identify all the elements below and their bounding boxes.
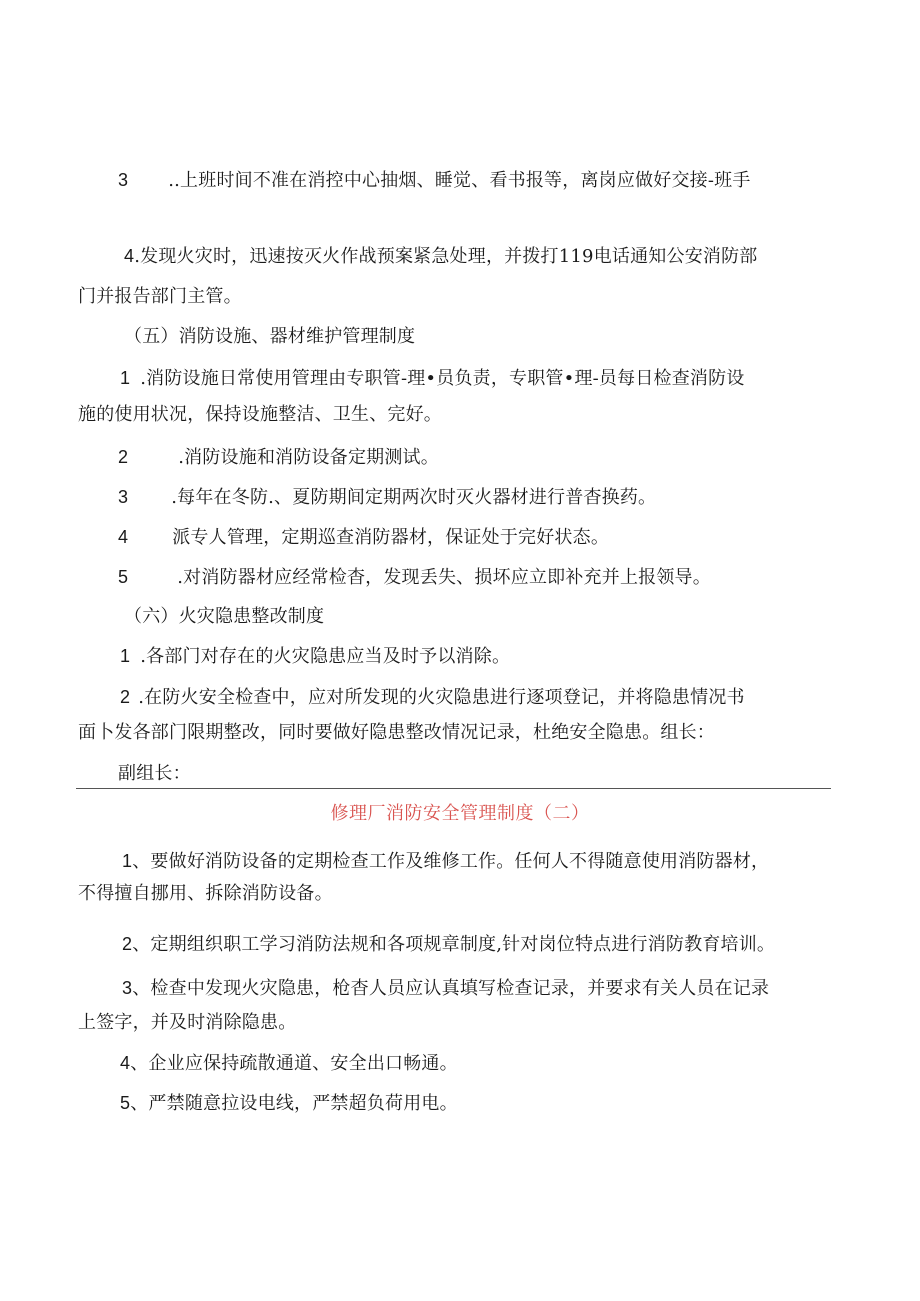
paragraph-item-4-continuation bbox=[78, 286, 242, 308]
paragraph-item-3 bbox=[118, 169, 751, 192]
item-text: 面卜发各部门限期整改，同时要做好隐患整改情况记录，杜绝安全隐患。组长： bbox=[78, 722, 715, 743]
section-divider bbox=[76, 788, 831, 789]
paragraph-item-4 bbox=[124, 245, 758, 268]
item-text: 、检查中发现火灾隐患，枪杳人员应认真填写检查记录，并要求有关人员在记录 bbox=[132, 978, 770, 999]
item-number: 5 bbox=[120, 1093, 131, 1113]
item-text: 施的使用状况，保持设施整洁、卫生、完好。 bbox=[78, 404, 442, 425]
item-number: 3 bbox=[118, 170, 129, 190]
part2-item-3 bbox=[122, 977, 769, 1000]
item-number: 4 bbox=[118, 527, 129, 547]
item-text: .每年在冬防.、夏防期间定期两次时灭火器材进行普杳换药。 bbox=[171, 487, 657, 508]
item-text: 、定期组织职工学习消防法规和各项规章制度,针对岗位特点进行消防教育培训。 bbox=[132, 934, 776, 955]
item-text: 门并报告部门主管。 bbox=[78, 286, 242, 307]
item-text: .各部门对存在的火灾隐患应当及时予以消除。 bbox=[140, 646, 511, 667]
part2-item-3-continuation bbox=[78, 1012, 296, 1034]
section5-item-5 bbox=[118, 566, 711, 589]
section-heading-6: （六）火灾隐患整改制度 bbox=[124, 606, 325, 627]
item-number: 2 bbox=[122, 934, 133, 954]
item-number: 4 bbox=[120, 1053, 131, 1073]
item-number: 3 bbox=[118, 487, 129, 507]
section6-item-2-continuation bbox=[78, 722, 715, 744]
section6-item-2 bbox=[120, 686, 745, 709]
part2-item-1 bbox=[122, 850, 769, 873]
item-text: .发现火灾时，迅速按灭火作战预案紧急处理，并拨打119电话通知公安消防部 bbox=[134, 246, 758, 267]
item-number: 1 bbox=[122, 851, 133, 871]
item-number: 4 bbox=[124, 246, 135, 266]
item-text: 上签字，并及时消除隐患。 bbox=[78, 1012, 297, 1033]
section6-item-1 bbox=[120, 645, 510, 668]
item-text: .在防火安全检查中，应对所发现的火灾隐患进行逐项登记，并将隐患情况书 bbox=[138, 687, 745, 708]
item-text: 不得擅自挪用、拆除消防设备。 bbox=[78, 883, 333, 904]
item-text: 、要做好消防设备的定期检查工作及维修工作。任何人不得随意使用消防器材， bbox=[132, 851, 770, 872]
section-heading-5: （五）消防设施、器材维护管理制度 bbox=[124, 326, 416, 347]
item-number: 2 bbox=[118, 447, 129, 467]
part2-item-1-continuation bbox=[78, 883, 333, 905]
item-number: 1 bbox=[120, 368, 131, 388]
section5-item-1 bbox=[120, 367, 745, 390]
item-text: .消防设施和消防设备定期测试。 bbox=[178, 447, 439, 468]
item-number: 5 bbox=[118, 567, 129, 587]
item-text: ..上班时间不准在消控中心抽烟、睡觉、看书报等，离岗应做好交接-班手 bbox=[168, 170, 751, 191]
item-text: .消防设施日常使用管理由专职管-理•员负责，专职管•理-员每日检查消防设 bbox=[140, 368, 745, 389]
item-text: 派专人管理，定期巡查消防器材，保证处于完好状态。 bbox=[172, 527, 610, 548]
section5-item-2 bbox=[118, 446, 439, 469]
part2-item-4 bbox=[120, 1052, 458, 1075]
part2-item-2 bbox=[122, 933, 775, 956]
item-number: 1 bbox=[120, 646, 131, 666]
item-text: 、严禁随意拉设电线，严禁超负荷用电。 bbox=[130, 1093, 458, 1114]
section5-item-4 bbox=[118, 526, 609, 549]
section5-item-3 bbox=[118, 486, 656, 509]
item-number: 3 bbox=[122, 978, 133, 998]
section5-item-1-continuation bbox=[78, 404, 442, 426]
item-number: 2 bbox=[120, 687, 131, 707]
item-text: 、企业应保持疏散通道、安全出口畅通。 bbox=[130, 1053, 458, 1074]
vice-leader-label: 副组长： bbox=[118, 763, 191, 784]
document-title: 修理厂消防安全管理制度（二） bbox=[330, 803, 590, 824]
item-text: .对消防器材应经常检杳，发现丢失、损坏应立即补充并上报领导。 bbox=[177, 567, 711, 588]
part2-item-5 bbox=[120, 1092, 458, 1115]
